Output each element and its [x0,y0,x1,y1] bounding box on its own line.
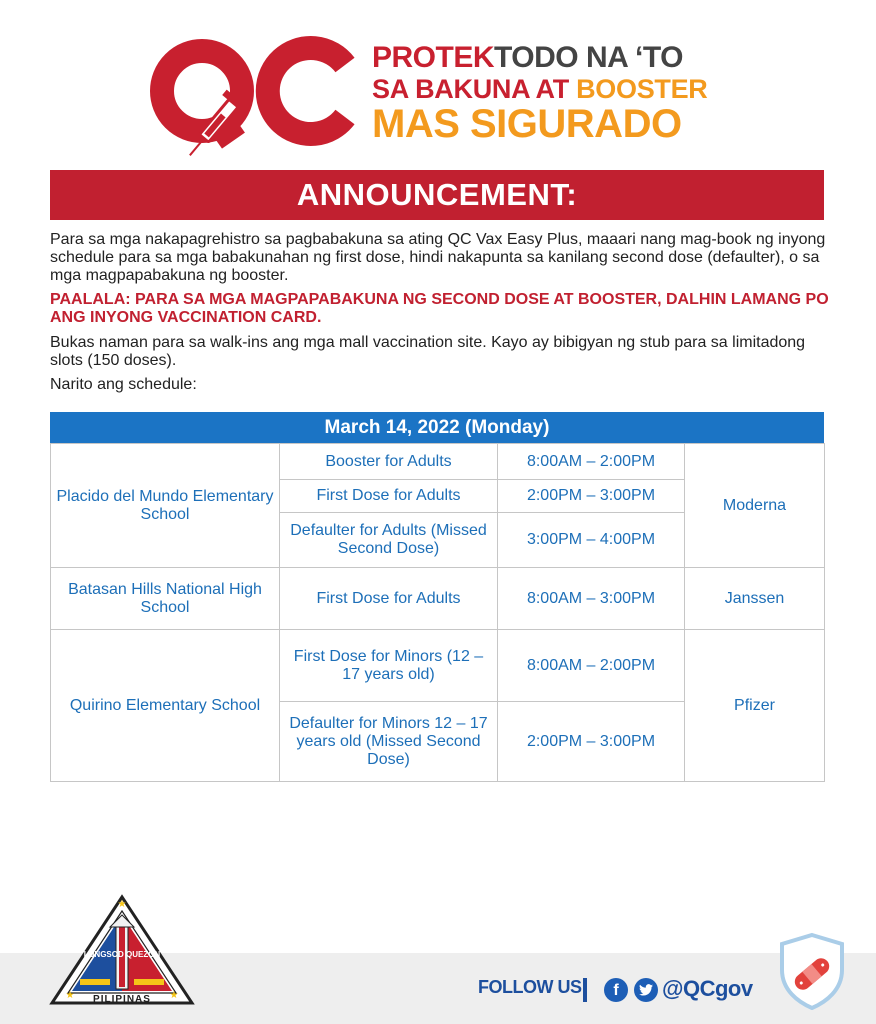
campaign-slogan [372,43,708,144]
time-slot: 8:00AM – 2:00PM [498,630,685,702]
vaccine-brand: Janssen [685,568,825,630]
time-slot: 2:00PM – 3:00PM [498,480,685,513]
vaccinated-shield-icon [778,932,846,1010]
slogan-mas-sigurado: MAS SIGURADO [372,102,682,146]
twitter-bird-icon [639,984,653,996]
schedule-table [50,412,824,782]
announcement-paragraph: Para sa mga nakapagrehistro sa pagbabakuna sa ating QC Vax Easy Plus, maaari nang mag-book ng inyong schedule para sa mga babakunahan ng first dose, hindi nakapunta sa kanilang second dose (defaulter), o sa mga magpapabakuna ng booster. [50,231,826,284]
seal-star-icon: ★ [169,990,179,1001]
seal-text-bottom: PILIPINAS [93,994,151,1005]
seal-star-icon: ★ [117,899,127,910]
dose-category: Defaulter for Minors 12 – 17 years old (Missed Second Dose) [280,702,498,782]
seal-text-top: LUNGSOD QUEZON [83,950,161,959]
schedule-date: March 14, 2022 (Monday) [50,412,824,443]
slogan-booster: BOOSTER [576,74,708,104]
dose-category: First Dose for Adults [280,568,498,630]
site-name: Batasan Hills National High School [51,568,280,630]
reminder-text: PAALALA: PARA SA MGA MAGPAPABAKUNA NG SECOND DOSE AT BOOSTER, DALHIN LAMANG PO ANG INYONG VACCINATION CARD. [50,291,829,326]
footer-divider [583,978,587,1002]
quezon-city-seal [48,893,196,1007]
walk-in-paragraph: Bukas naman para sa walk-ins ang mga mall vaccination site. Kayo ay bibigyan ng stub para sa limitadong slots (150 doses). [50,334,806,369]
twitter-icon[interactable] [634,978,658,1002]
dose-category: First Dose for Minors (12 – 17 years old) [280,630,498,702]
seal-star-icon: ★ [65,990,75,1001]
site-name: Placido del Mundo Elementary School [51,444,280,568]
schedule-grid [50,443,825,782]
table-row [51,630,825,702]
table-row [51,568,825,630]
site-name: Quirino Elementary School [51,630,280,782]
dose-category: Booster for Adults [280,444,498,480]
facebook-icon[interactable]: f [604,978,628,1002]
time-slot: 8:00AM – 2:00PM [498,444,685,480]
slogan-protek: PROTEK [372,41,495,74]
social-handle[interactable]: @QCgov [662,976,753,1001]
time-slot: 3:00PM – 4:00PM [498,513,685,568]
dose-category: Defaulter for Adults (Missed Second Dose) [280,513,498,568]
time-slot: 2:00PM – 3:00PM [498,702,685,782]
schedule-intro: Narito ang schedule: [50,376,197,393]
vaccine-brand: Pfizer [685,630,825,782]
slogan-todo: TODO NA ‘TO [494,41,683,74]
table-row [51,444,825,480]
dose-category: First Dose for Adults [280,480,498,513]
header [150,35,730,160]
announcement-title: ANNOUNCEMENT: [50,170,824,220]
time-slot: 8:00AM – 3:00PM [498,568,685,630]
qc-logo [150,35,365,160]
slogan-bakuna: SA BAKUNA AT [372,74,577,104]
follow-us-label: FOLLOW US [478,977,582,997]
vaccine-brand: Moderna [685,444,825,568]
qc-letter-c [268,48,345,134]
